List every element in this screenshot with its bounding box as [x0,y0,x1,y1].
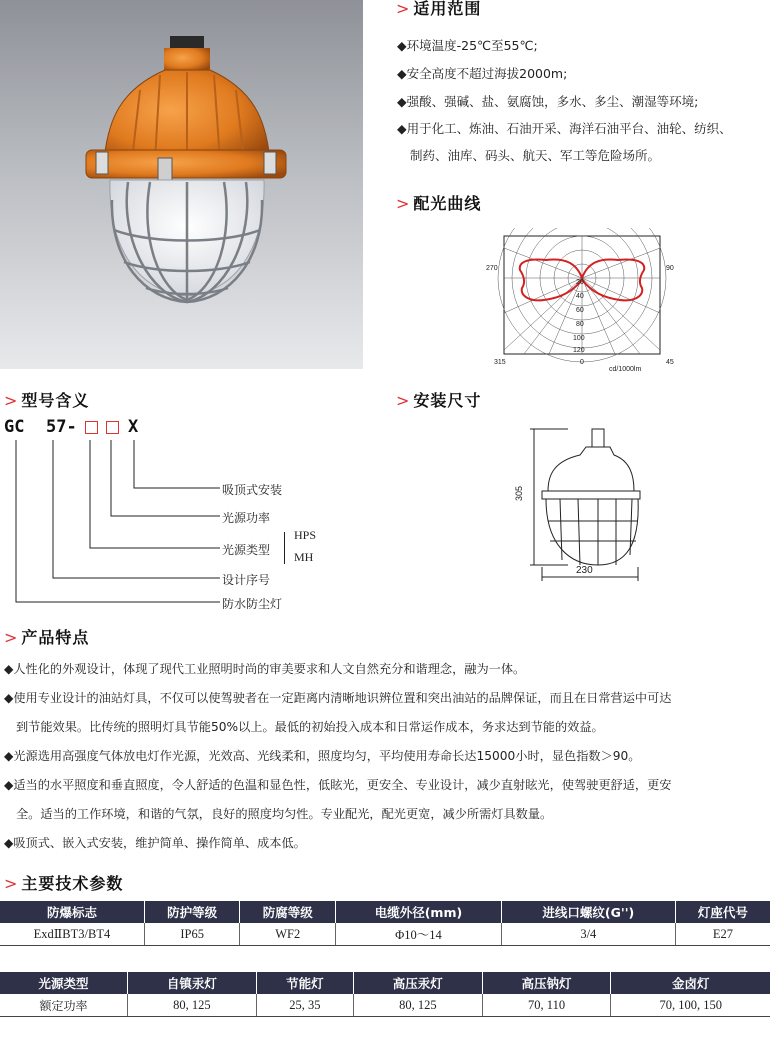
model-label-mount: 吸顶式安装 [222,483,283,497]
model-code-box [85,421,98,434]
model-code-gc: GC [4,417,25,437]
params-heading [4,871,123,894]
install-drawing [510,425,650,585]
table-header: 电缆外径(mm) [336,901,502,923]
curve-title: 配光曲线 [413,194,482,213]
scope-line: ◆环境温度-25℃至55℃; [397,38,538,53]
curve-scale-label: 100 [573,335,585,342]
model-code-box [106,421,119,434]
table-cell: E27 [675,923,770,946]
curve-right-label: 90 [666,265,674,272]
curve-scale-label: 80 [576,321,584,328]
heading-arrow: > [396,0,411,18]
table-cell: Φ10～14 [336,923,502,946]
table-header: 高压钠灯 [482,972,611,994]
feature-line: ◆适当的水平照度和垂直照度，令人舒适的色温和显色性，低眩光，更安全、专业设计，减少直射眩光，使驾驶更舒适，更安 [4,778,672,792]
model-label-type: 光源类型 [222,543,271,557]
feature-line: ◆吸顶式、嵌入式安装，维护简单、操作简单、成本低。 [4,836,306,850]
model-code-57: 57- [46,417,77,437]
type-bracket [284,532,291,564]
model-heading [4,388,89,411]
table-cell: 25, 35 [256,994,353,1017]
scope-line: ◆用于化工、炼油、石油开采、海洋石油平台、油轮、纺织、 [397,121,732,136]
heading-arrow: > [396,391,411,410]
curve-heading [396,191,481,214]
scope-line: 制药、油库、码头、航天、军工等危险场所。 [410,148,661,163]
model-label-product: 防水防尘灯 [222,597,283,611]
table-cell: WF2 [240,923,336,946]
table-row [0,994,770,1017]
table-cell: IP65 [144,923,240,946]
table-cell: 3/4 [501,923,675,946]
product-photo [0,0,363,369]
scope-line: ◆安全高度不超过海拔2000m; [397,66,568,81]
model-leader-lines [0,436,240,611]
curve-scale-label: 60 [576,307,584,314]
table-row [0,923,770,946]
table-header: 进线口螺纹(G'') [501,901,675,923]
table-header: 防护等级 [144,901,240,923]
features-heading [4,625,89,648]
feature-line: ◆使用专业设计的油站灯具，不仅可以使驾驶者在一定距离内清晰地识辨位置和突出油站的品牌保证，而且在日常营运中可达 [4,691,672,705]
install-width-label: 230 [576,565,593,576]
table-header: 防爆标志 [0,901,144,923]
table-cell: 额定功率 [0,994,127,1017]
table-cell: 80, 125 [353,994,482,1017]
curve-scale-label: 20 [576,279,584,286]
table-cell: 70, 100, 150 [611,994,770,1017]
params-title: 主要技术参数 [21,874,124,893]
install-height-label: 305 [514,485,524,501]
heading-arrow: > [4,628,19,647]
model-code-x: X [128,417,139,437]
curve-bottom-right-label: 45 [666,359,674,366]
model-label-serial: 设计序号 [222,573,271,587]
table-cell: 70, 110 [482,994,611,1017]
table-header: 金卤灯 [611,972,770,994]
heading-arrow: > [4,874,19,893]
heading-arrow: > [4,391,19,410]
table-cell: 80, 125 [127,994,256,1017]
scope-heading [396,0,481,19]
feature-line: ◆光源选用高强度气体放电灯作光源，光效高、光线柔和，照度均匀，平均使用寿命长达15000小时，显色指数＞90。 [4,749,641,763]
type-option-hps: HPS [294,528,317,542]
table-header: 光源类型 [0,972,127,994]
curve-unit-label: cd/1000lm [609,366,642,373]
model-title: 型号含义 [21,391,90,410]
table-header: 高压汞灯 [353,972,482,994]
install-title: 安装尺寸 [413,391,482,410]
feature-line: 到节能效果。比传统的照明灯具节能50%以上。最低的初始投入成本和日常运作成本，务求达到节能的效益。 [16,720,604,734]
table-header: 自镇汞灯 [127,972,256,994]
scope-title: 适用范围 [413,0,482,18]
curve-bottom-mid-label: 0 [580,359,584,366]
heading-arrow: > [396,194,411,213]
type-option-mh: MH [294,550,314,564]
light-distribution-chart [484,228,684,376]
model-label-power: 光源功率 [222,511,271,525]
curve-bottom-left-label: 315 [494,359,506,366]
curve-scale-label: 120 [573,347,585,354]
scope-line: ◆强酸、强碱、盐、氨腐蚀，多水、多尘、潮湿等环境; [397,94,699,109]
feature-line: 全。适当的工作环境，和谐的气氛，良好的照度均匀性。专业配光，配光更宽，减少所需灯具数量。 [16,807,553,821]
install-heading [396,388,481,411]
curve-scale-label: 40 [576,293,584,300]
spec-table-1 [0,901,770,946]
table-header-row [0,901,770,923]
features-title: 产品特点 [21,628,90,647]
table-cell: ExdⅡBT3/BT4 [0,923,144,946]
curve-left-label: 270 [486,265,498,272]
table-header: 防腐等级 [240,901,336,923]
table-header: 灯座代号 [675,901,770,923]
table-header: 节能灯 [256,972,353,994]
feature-line: ◆人性化的外观设计，体现了现代工业照明时尚的审美要求和人文自然充分和谐理念，融为一体。 [4,662,526,676]
spec-table-2 [0,972,770,1017]
table-header-row [0,972,770,994]
